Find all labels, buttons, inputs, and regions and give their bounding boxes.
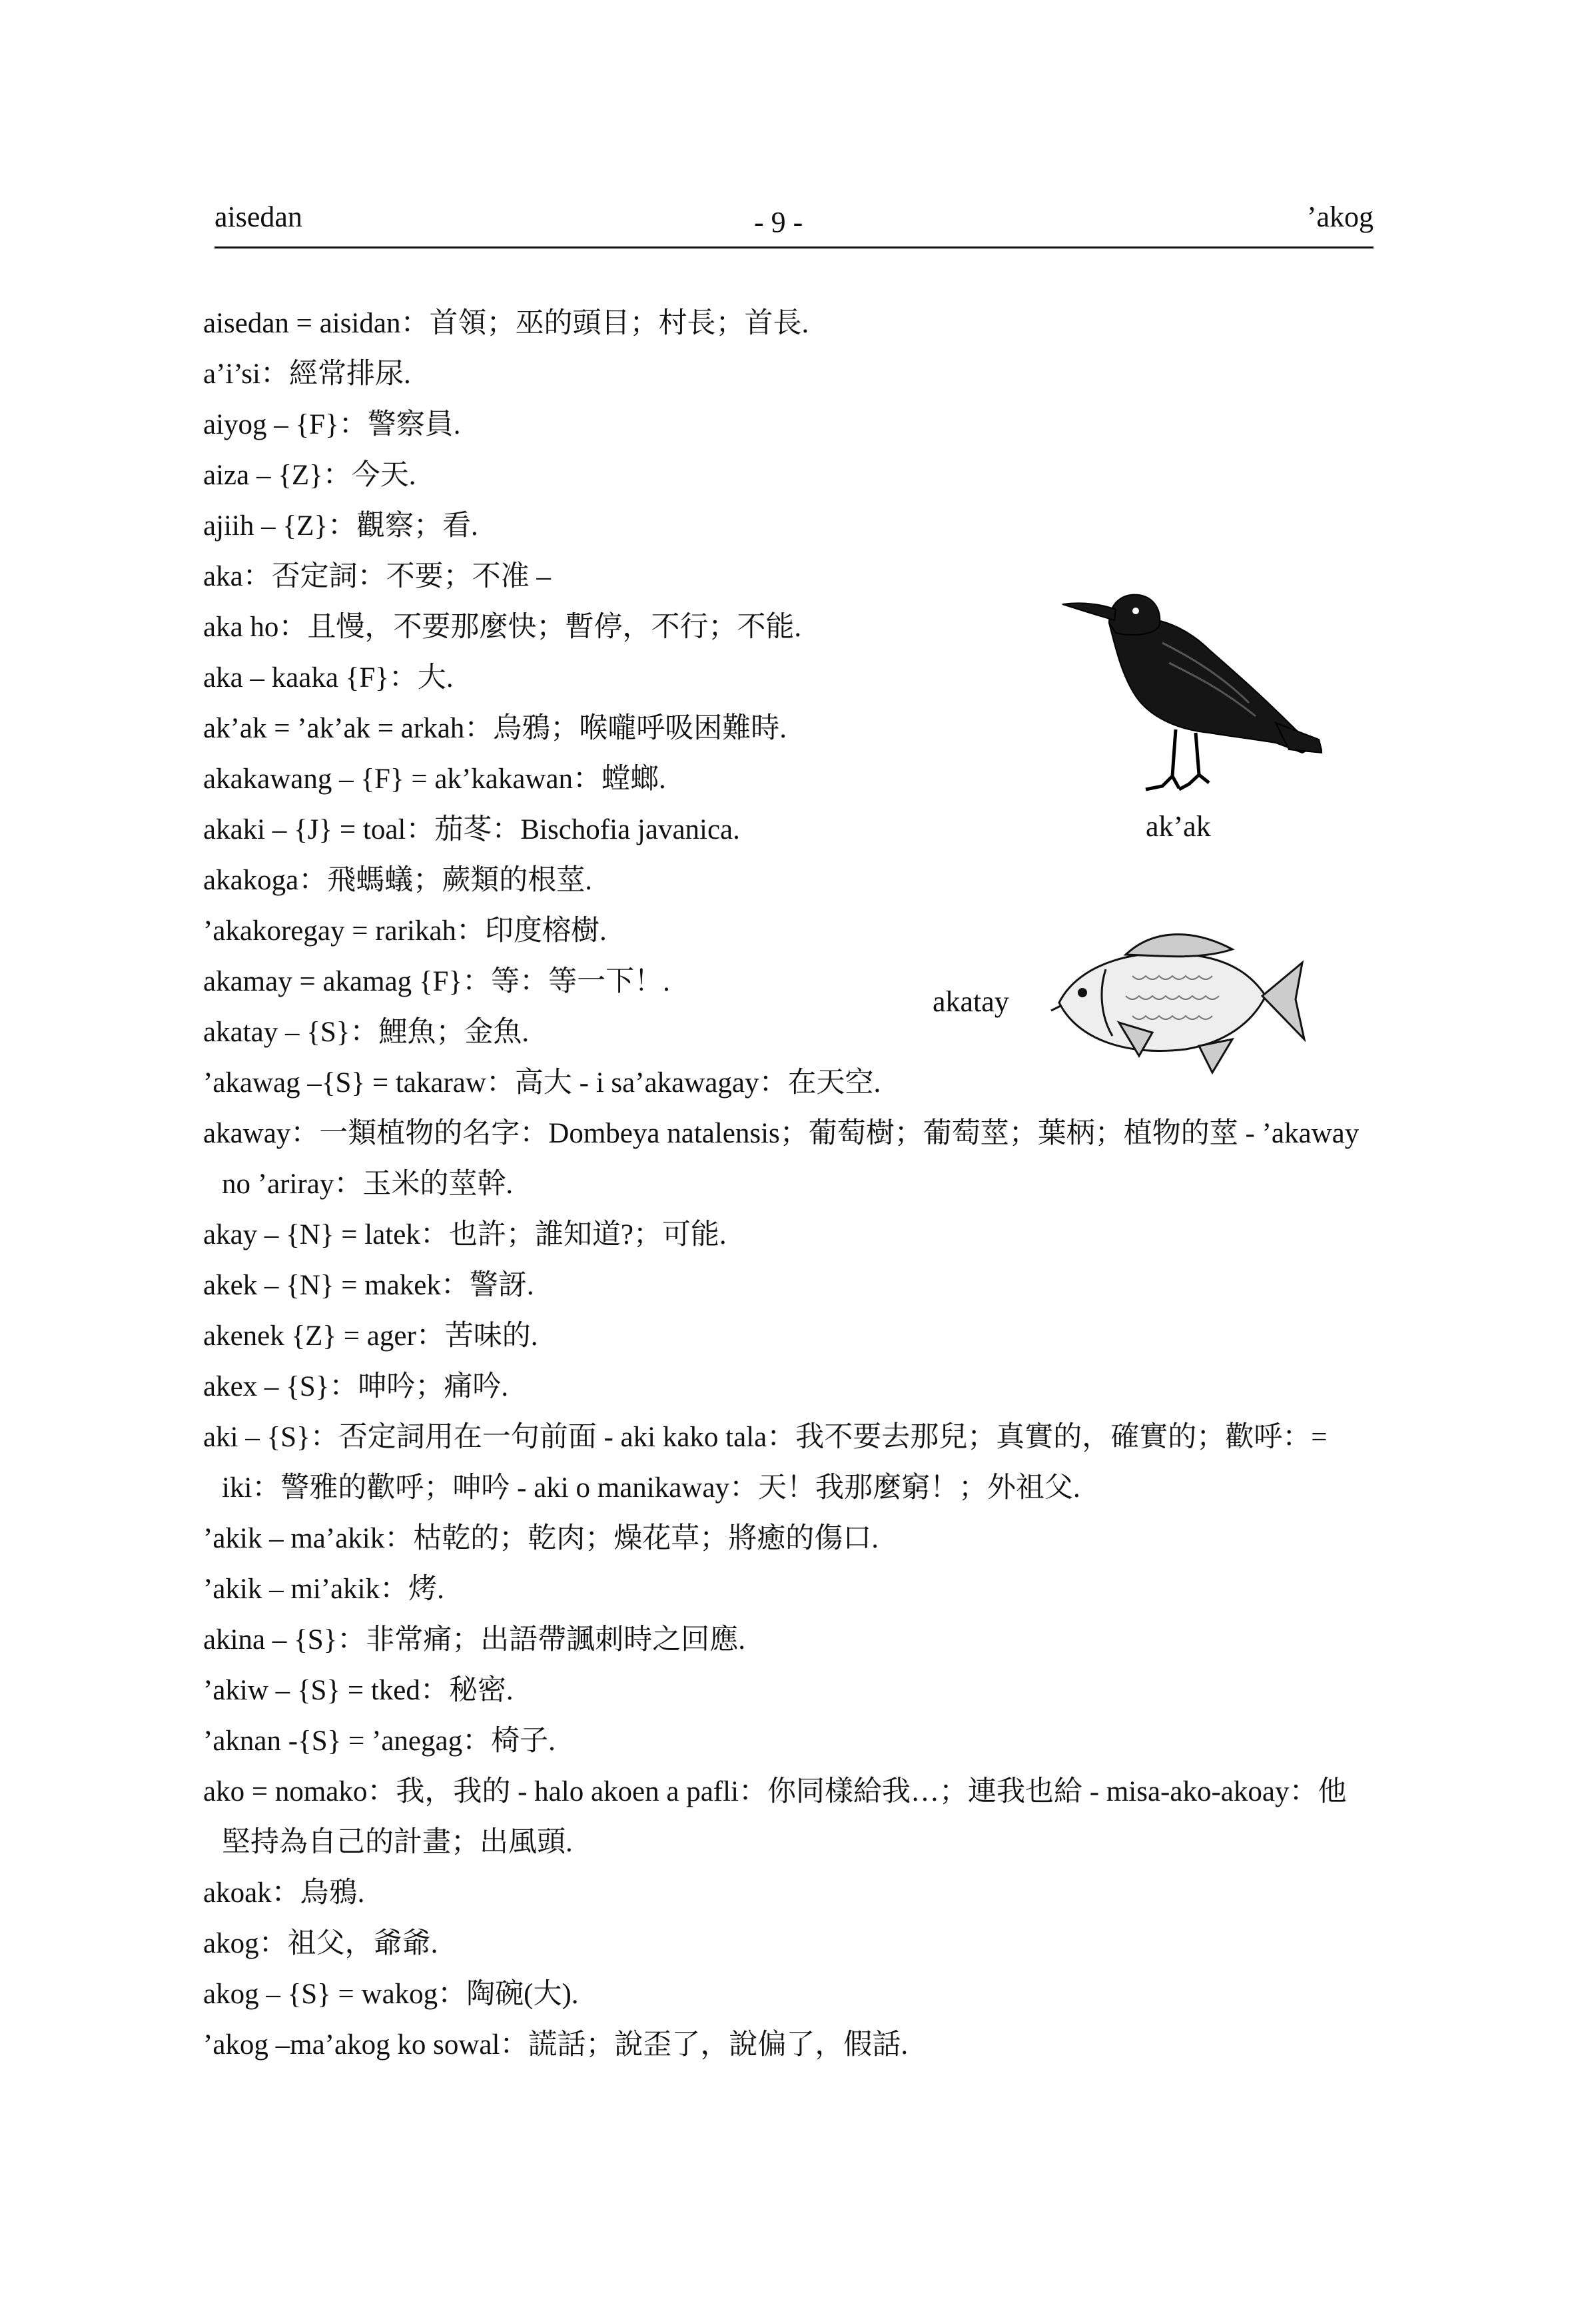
- entry-akik-mi: ’akik – mi’akik：烤.: [203, 1574, 444, 1605]
- entry-aisedan: aisedan = aisidan：首領；巫的頭目；村長；首長.: [203, 308, 809, 339]
- entry-akenek: akenek {Z} = ager：苦味的.: [203, 1320, 538, 1352]
- entry-akek: akek – {N} = makek：警訝.: [203, 1270, 534, 1301]
- entry-akakoregay: ’akakoregay = rarikah：印度榕樹.: [203, 915, 607, 947]
- entry-akog: akog：祖父，爺爺.: [203, 1928, 438, 1959]
- entry-aiza: aiza – {Z}：今天.: [203, 460, 416, 491]
- crow-caption: ak’ak: [1146, 810, 1211, 843]
- entry-akawag: ’akawag –{S} = takaraw：高大 - i sa’akawagay：在天空.: [203, 1067, 881, 1099]
- entry-ako: ako = nomako：我，我的 - halo akoen a pafli：你同樣給我…；連我也給 - misa-ako-akoay：他堅持為自己的計畫；出風頭.: [203, 1776, 1347, 1858]
- entry-akakawang: akakawang – {F} = ak’kakawan：螳螂.: [203, 763, 666, 795]
- entry-aka: aka：否定詞：不要；不准 –: [203, 561, 551, 592]
- entry-akog-maakog: ’akog –ma’akog ko sowal：謊話；說歪了，說偏了，假話.: [203, 2029, 909, 2061]
- entry-akog-wakog: akog – {S} = wakog：陶碗(大).: [203, 1979, 579, 2010]
- entry-akaway: akaway：一類植物的名字：Dombeya natalensis；葡萄樹；葡萄莖；葉柄；植物的莖 - ’akaway no ’ariray：玉米的莖幹.: [203, 1118, 1360, 1200]
- page-number: - 9 -: [754, 206, 803, 238]
- header-first-word: aisedan: [214, 201, 302, 233]
- carp-caption: akatay: [933, 985, 1009, 1018]
- entry-ajiih: ajiih – {Z}：觀察；看.: [203, 510, 478, 542]
- crow-illustration: [1009, 563, 1322, 809]
- entry-akina: akina – {S}：非常痛；出語帶諷刺時之回應.: [203, 1624, 746, 1655]
- entry-akiw: ’akiw – {S} = tked：秘密.: [203, 1675, 514, 1706]
- entry-akatay: akatay – {S}：鯉魚；金魚.: [203, 1017, 530, 1048]
- entry-aka-kaaka: aka – kaaka {F}：大.: [203, 662, 454, 694]
- running-header: [214, 200, 1374, 246]
- entry-akik-ma: ’akik – ma’akik：枯乾的；乾肉；燥花草；將癒的傷口.: [203, 1523, 879, 1554]
- entry-aisi: a’i’si：經常排尿.: [203, 358, 411, 390]
- header-rule: [214, 246, 1374, 248]
- entry-akamay: akamay = akamag {F}：等：等一下！.: [203, 966, 670, 997]
- header-last-word: ’akog: [1306, 201, 1374, 233]
- entry-aknan: ’aknan -{S} = ’anegag：椅子.: [203, 1725, 556, 1757]
- entry-aka-ho: aka ho：且慢，不要那麼快；暫停，不行；不能.: [203, 612, 802, 643]
- entry-akoak: akoak：烏鴉.: [203, 1877, 365, 1909]
- entry-aki: aki – {S}：否定詞用在一句前面 - aki kako tala：我不要去那兒；真實的，確實的；歡呼：= iki：警雅的歡呼；呻吟 - aki o manikaway：天！我那麼窮！；外祖父.: [203, 1422, 1328, 1504]
- carp-illustration: [1039, 923, 1306, 1076]
- entry-aiyog: aiyog – {F}：警察員.: [203, 409, 461, 440]
- entry-akex: akex – {S}：呻吟；痛吟.: [203, 1371, 509, 1402]
- entry-akaki: akaki – {J} = toal：茄苳：Bischofia javanica.: [203, 814, 740, 845]
- entry-akakoga: akakoga：飛螞蟻；蕨類的根莖.: [203, 865, 593, 896]
- entry-akay: akay – {N} = latek：也許；誰知道?；可能.: [203, 1219, 727, 1250]
- entry-akak: ak’ak = ’ak’ak = arkah：烏鴉；喉嚨呼吸困難時.: [203, 713, 787, 744]
